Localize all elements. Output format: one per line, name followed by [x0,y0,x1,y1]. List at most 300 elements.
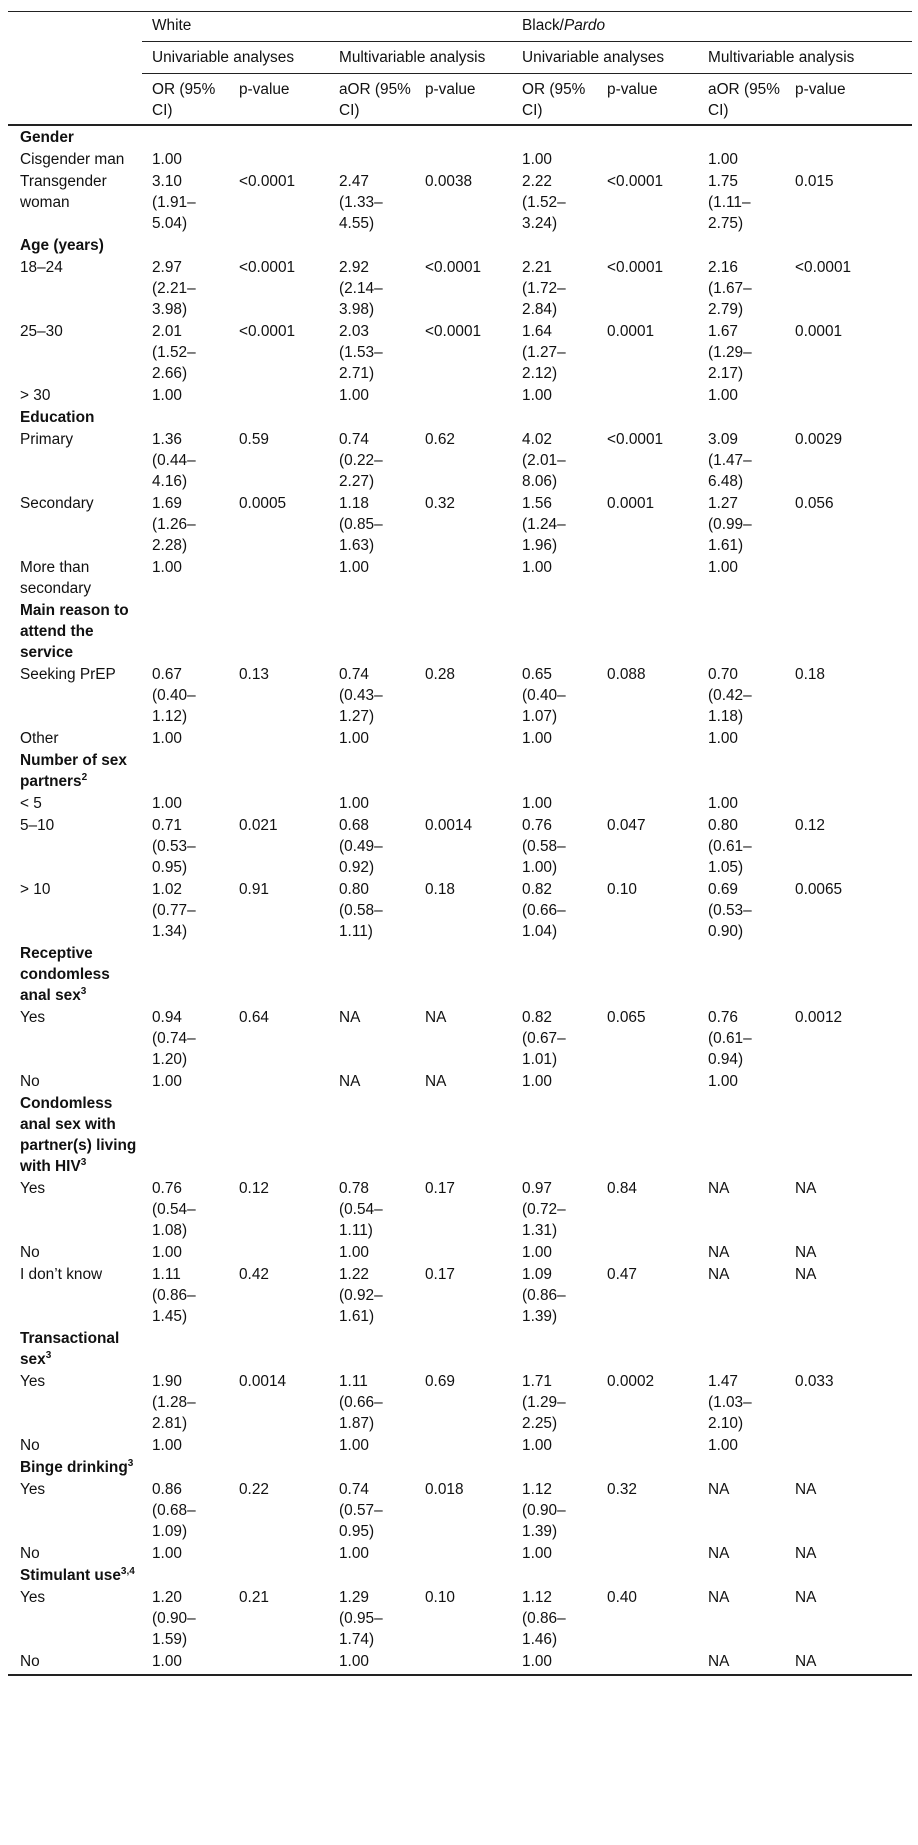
empty-cell [329,1092,415,1177]
p-value-cell: 0.42 [239,1266,269,1283]
group-header-white: White [142,12,512,42]
table-row [8,1434,912,1456]
table-row [8,384,912,406]
empty-cell [142,1092,229,1177]
row-label: Yes [20,1481,46,1498]
empty-cell [329,406,415,428]
section-row [8,1092,912,1177]
empty-cell [229,1327,329,1370]
table-row [8,1370,912,1434]
p-value-cell: 0.018 [425,1481,464,1498]
p-value-cell [597,1542,698,1564]
aor-cell: 1.00 [339,1545,369,1562]
aor-cell: NA [708,1653,730,1670]
empty-cell [229,406,329,428]
or-cell: 1.11 (0.86–1.45) [152,1266,196,1325]
table-row [8,814,912,878]
or-cell: 1.00 [152,1653,182,1670]
row-label: Cisgender man [20,151,125,168]
p-value-cell [415,1241,512,1263]
empty-cell [512,1564,597,1586]
empty-cell [512,234,597,256]
empty-cell [512,1092,597,1177]
aor-cell: 1.22 (0.92–1.61) [339,1266,383,1325]
or-cell: 0.97 (0.72–1.31) [522,1180,566,1239]
or-cell: 2.01 (1.52–2.66) [152,323,196,382]
or-cell: 1.20 (0.90–1.59) [152,1589,196,1648]
p-value-cell: 0.0014 [425,817,473,834]
empty-cell [329,1564,415,1586]
section-row [8,406,912,428]
or-cell: 1.00 [152,795,182,812]
p-value-cell: 0.18 [795,666,825,683]
p-value-cell: <0.0001 [607,259,664,276]
p-value-cell: <0.0001 [239,173,296,190]
empty-cell [415,599,512,663]
section-label-text: Age (years) [20,237,104,254]
p-value-cell: 0.021 [239,817,278,834]
p-value-cell: NA [795,1244,817,1261]
section-label [8,942,142,1006]
p-value-cell [229,1241,329,1263]
section-label-text: Gender [20,129,74,146]
row-label: More than secondary [20,559,92,597]
p-value-cell [785,556,912,599]
or-cell: 2.22 (1.52–3.24) [522,173,566,232]
p-value-cell: 0.62 [425,431,455,448]
table-row [8,320,912,384]
results-table [8,11,912,1676]
section-label-text: Main reason to attend the service [20,602,129,661]
empty-cell [329,749,415,792]
table-row [8,428,912,492]
p-value-cell: 0.40 [607,1589,637,1606]
p-value-cell: <0.0001 [607,431,664,448]
p-value-cell [597,1241,698,1263]
empty-cell [142,125,229,148]
row-label: 25–30 [20,323,63,340]
or-cell: 1.00 [152,151,182,168]
aor-cell: 0.78 (0.54–1.11) [339,1180,383,1239]
or-cell: 1.00 [152,559,182,576]
footnote-marker: 3 [45,1349,52,1361]
table-row [8,148,912,170]
empty-cell [229,1092,329,1177]
empty-cell [142,234,229,256]
row-label: Secondary [20,495,94,512]
empty-cell [415,125,512,148]
empty-cell [785,1327,912,1370]
subheader-multivariable-black: Multivariable analysis [698,42,912,74]
p-value-cell [415,792,512,814]
p-value-cell: 0.0001 [795,323,843,340]
column-header-or: OR (95% CI) [522,81,586,119]
p-value-cell: 0.84 [607,1180,637,1197]
row-label: Other [20,730,59,747]
p-value-cell: <0.0001 [239,323,296,340]
column-header-p-value: p-value [425,81,476,98]
or-cell: 0.82 (0.67–1.01) [522,1009,566,1068]
or-cell: 1.36 (0.44–4.16) [152,431,196,490]
empty-cell [329,1456,415,1478]
empty-cell [597,406,698,428]
p-value-cell [415,148,512,170]
empty-cell [785,599,912,663]
row-label: I don’t know [20,1266,103,1283]
row-label: No [20,1244,40,1261]
or-cell: 1.00 [522,1244,552,1261]
row-label: < 5 [20,795,42,812]
or-cell: 4.02 (2.01–8.06) [522,431,566,490]
group-header-black-label: Black/ [522,17,564,34]
empty-cell [698,1456,785,1478]
empty-cell [785,749,912,792]
empty-cell [229,599,329,663]
empty-cell [512,406,597,428]
group-header-black-pardo [512,12,912,42]
or-cell: 1.00 [522,795,552,812]
empty-cell [597,1564,698,1586]
p-value-cell [415,556,512,599]
p-value-cell [597,727,698,749]
p-value-cell [229,1434,329,1456]
aor-cell: 1.00 [339,1437,369,1454]
or-cell: 1.00 [152,1244,182,1261]
section-label [8,406,142,428]
aor-cell: NA [339,1073,361,1090]
or-cell: 1.00 [152,1073,182,1090]
p-value-cell [785,1434,912,1456]
p-value-cell [229,1070,329,1092]
p-value-cell: 0.13 [239,666,269,683]
empty-cell [785,234,912,256]
p-value-cell: 0.0001 [607,495,655,512]
aor-cell: 0.70 (0.42–1.18) [708,666,752,725]
aor-cell: 1.00 [339,730,369,747]
table-row [8,492,912,556]
or-cell: 1.00 [152,730,182,747]
empty-cell [597,1092,698,1177]
empty-cell [229,125,329,148]
aor-cell: NA [708,1481,730,1498]
aor-cell: 3.09 (1.47–6.48) [708,431,752,490]
empty-cell [142,1564,229,1586]
table-header [8,12,912,126]
table-row [8,792,912,814]
row-label: 18–24 [20,259,63,276]
table-row [8,1070,912,1092]
p-value-cell [415,727,512,749]
p-value-cell: 0.088 [607,666,646,683]
empty-cell [142,942,229,1006]
section-label [8,234,142,256]
aor-cell: 1.27 (0.99–1.61) [708,495,752,554]
p-value-cell [785,727,912,749]
empty-cell [142,749,229,792]
p-value-cell: 0.047 [607,817,646,834]
empty-cell [698,125,785,148]
p-value-cell [415,1434,512,1456]
empty-cell [142,1327,229,1370]
column-header-aor: aOR (95% CI) [339,81,411,119]
section-label-text: Number of sex partners [20,752,127,790]
column-header-p-value: p-value [607,81,658,98]
row-label: Yes [20,1180,46,1197]
aor-cell: NA [708,1244,730,1261]
empty-cell [512,599,597,663]
aor-cell: 1.47 (1.03–2.10) [708,1373,752,1432]
empty-cell [698,749,785,792]
aor-cell [329,148,415,170]
empty-cell [785,942,912,1006]
empty-cell [415,1456,512,1478]
row-label: No [20,1653,40,1670]
section-label [8,1456,142,1478]
empty-cell [415,1564,512,1586]
empty-cell [329,125,415,148]
empty-cell [512,749,597,792]
aor-cell: 1.00 [339,1653,369,1670]
p-value-cell [229,1650,329,1675]
section-label [8,1564,142,1586]
empty-cell [698,599,785,663]
or-cell: 3.10 (1.91–5.04) [152,173,196,232]
aor-cell: 1.00 [708,387,738,404]
table-body [8,125,912,1675]
or-cell: 0.76 (0.54–1.08) [152,1180,196,1239]
empty-cell [329,1327,415,1370]
p-value-cell: <0.0001 [795,259,852,276]
p-value-cell: 0.21 [239,1589,269,1606]
p-value-cell [597,556,698,599]
aor-cell: 1.00 [708,795,738,812]
table-row [8,1478,912,1542]
p-value-cell [597,1070,698,1092]
empty-cell [597,125,698,148]
table-row [8,1542,912,1564]
or-cell: 1.00 [522,1073,552,1090]
section-row [8,1327,912,1370]
empty-cell [597,749,698,792]
section-label-text: Education [20,409,95,426]
table-row [8,1263,912,1327]
p-value-cell: 0.0002 [607,1373,655,1390]
p-value-cell: 0.056 [795,495,834,512]
or-cell: 0.82 (0.66–1.04) [522,881,566,940]
p-value-cell [785,148,912,170]
section-row [8,1456,912,1478]
column-header-empty [8,74,142,126]
p-value-cell: NA [795,1266,817,1283]
p-value-cell: 0.0029 [795,431,843,448]
empty-cell [698,406,785,428]
aor-cell: 1.18 (0.85–1.63) [339,495,383,554]
section-label-text: Condomless anal sex with partner(s) living with HIV [20,1095,137,1175]
aor-cell: 0.69 (0.53–0.90) [708,881,752,940]
p-value-cell: 0.64 [239,1009,269,1026]
aor-cell: 1.00 [708,151,738,168]
or-cell: 1.02 (0.77–1.34) [152,881,196,940]
or-cell: 1.00 [522,730,552,747]
or-cell: 1.00 [522,1437,552,1454]
or-cell: 1.90 (1.28–2.81) [152,1373,196,1432]
subheader-univariable-white: Univariable analyses [142,42,329,74]
or-cell: 1.00 [152,1437,182,1454]
p-value-cell: 0.015 [795,173,834,190]
or-cell: 1.71 (1.29–2.25) [522,1373,566,1432]
empty-cell [415,406,512,428]
empty-cell [229,234,329,256]
aor-cell: 2.16 (1.67–2.79) [708,259,752,318]
empty-cell [698,1564,785,1586]
aor-cell: 1.11 (0.66–1.87) [339,1373,383,1432]
p-value-cell: 0.0001 [607,323,655,340]
or-cell: 0.67 (0.40–1.12) [152,666,196,725]
row-label: > 30 [20,387,51,404]
section-row [8,942,912,1006]
p-value-cell: 0.033 [795,1373,834,1390]
p-value-cell: <0.0001 [425,323,482,340]
table-row [8,170,912,234]
or-cell: 1.12 (0.90–1.39) [522,1481,566,1540]
or-cell: 0.76 (0.58–1.00) [522,817,566,876]
p-value-cell [415,1542,512,1564]
p-value-cell: <0.0001 [425,259,482,276]
row-label: > 10 [20,881,51,898]
empty-cell [329,942,415,1006]
section-label [8,125,142,148]
p-value-cell [597,1434,698,1456]
aor-cell: 1.00 [708,1437,738,1454]
aor-cell: 1.75 (1.11–2.75) [708,173,751,232]
empty-cell [142,1456,229,1478]
p-value-cell [785,792,912,814]
p-value-cell [229,1542,329,1564]
footnote-marker: 3 [127,1457,134,1469]
or-cell: 1.69 (1.26–2.28) [152,495,196,554]
row-label: Yes [20,1589,46,1606]
section-label-text: Stimulant use [20,1567,121,1584]
or-cell: 1.00 [522,1545,552,1562]
p-value-cell [415,1650,512,1675]
section-row [8,1564,912,1586]
p-value-cell: 0.59 [239,431,269,448]
p-value-cell: 0.91 [239,881,269,898]
empty-cell [597,234,698,256]
p-value-cell: 0.0005 [239,495,287,512]
p-value-cell [597,384,698,406]
row-label: Primary [20,431,74,448]
empty-cell [698,942,785,1006]
p-value-cell: NA [795,1653,817,1670]
header-empty [8,12,142,42]
empty-cell [229,1564,329,1586]
subheader-empty [8,42,142,74]
p-value-cell: 0.28 [425,666,455,683]
p-value-cell: 0.69 [425,1373,455,1390]
empty-cell [597,1456,698,1478]
aor-cell: 0.80 (0.58–1.11) [339,881,383,940]
section-label-text: Receptive condomless anal sex [20,945,110,1004]
or-cell: 2.21 (1.72–2.84) [522,259,566,318]
p-value-cell: 0.22 [239,1481,269,1498]
aor-cell: NA [708,1180,730,1197]
aor-cell: 0.68 (0.49–0.92) [339,817,383,876]
empty-cell [415,1327,512,1370]
p-value-cell: NA [425,1009,447,1026]
p-value-cell: 0.12 [795,817,825,834]
p-value-cell: 0.18 [425,881,455,898]
p-value-cell [229,792,329,814]
empty-cell [512,942,597,1006]
empty-cell [229,749,329,792]
aor-cell: 2.47 (1.33–4.55) [339,173,383,232]
table-row [8,878,912,942]
or-cell: 1.12 (0.86–1.46) [522,1589,566,1648]
empty-cell [229,942,329,1006]
empty-cell [415,1092,512,1177]
empty-cell [142,406,229,428]
empty-cell [415,749,512,792]
p-value-cell [597,792,698,814]
or-cell: 1.56 (1.24–1.96) [522,495,566,554]
aor-cell: 0.80 (0.61–1.05) [708,817,752,876]
empty-cell [512,125,597,148]
or-cell: 1.00 [152,387,182,404]
table-row [8,256,912,320]
aor-cell: 1.00 [708,730,738,747]
footnote-marker: 3,4 [120,1565,135,1577]
p-value-cell [785,1070,912,1092]
row-label: No [20,1545,40,1562]
aor-cell: NA [708,1266,730,1283]
section-label [8,599,142,663]
section-row [8,125,912,148]
empty-cell [229,1456,329,1478]
table-row [8,1006,912,1070]
empty-cell [597,599,698,663]
empty-cell [785,1092,912,1177]
row-label: No [20,1437,40,1454]
or-cell: 0.71 (0.53–0.95) [152,817,196,876]
p-value-cell: <0.0001 [607,173,664,190]
section-label [8,749,142,792]
table-row [8,1650,912,1675]
section-label [8,1092,142,1177]
or-cell: 1.64 (1.27–2.12) [522,323,566,382]
table-row [8,556,912,599]
p-value-cell: 0.12 [239,1180,269,1197]
p-value-cell: 0.0014 [239,1373,287,1390]
p-value-cell: 0.47 [607,1266,637,1283]
p-value-cell: 0.10 [425,1589,455,1606]
empty-cell [512,1327,597,1370]
or-cell: 1.00 [522,151,552,168]
row-label: Yes [20,1373,46,1390]
empty-cell [415,942,512,1006]
aor-cell: 1.00 [339,559,369,576]
aor-cell: 1.00 [708,559,738,576]
section-row [8,234,912,256]
aor-cell: 2.92 (2.14–3.98) [339,259,383,318]
or-cell: 0.94 (0.74–1.20) [152,1009,196,1068]
p-value-cell: 0.0038 [425,173,473,190]
empty-cell [698,234,785,256]
aor-cell: NA [708,1545,730,1562]
or-cell: 1.09 (0.86–1.39) [522,1266,566,1325]
empty-cell [512,1456,597,1478]
row-label: Seeking PrEP [20,666,116,683]
